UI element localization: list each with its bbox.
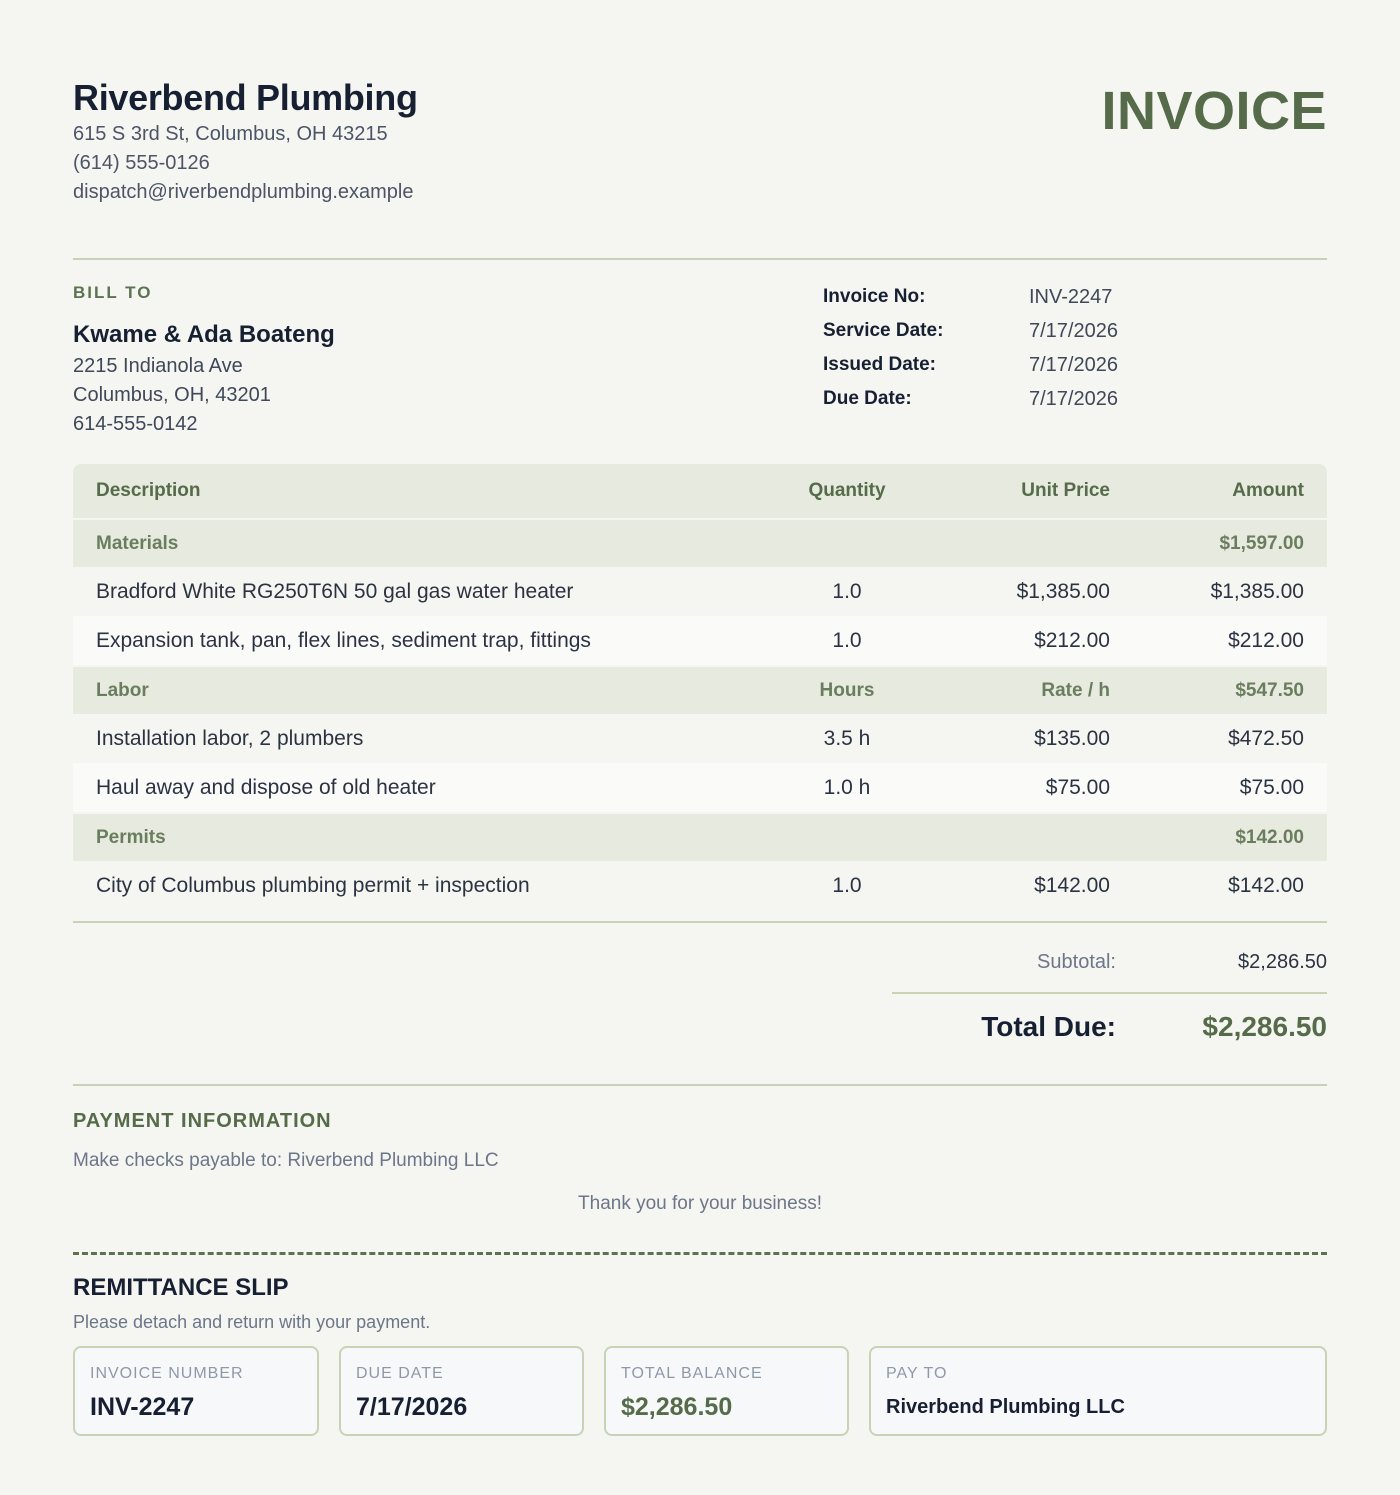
thank-you-note: Thank you for your business! [578, 1193, 822, 1214]
remittance-slip [73, 1272, 430, 1334]
meta-row-issued-date [823, 348, 1118, 382]
subtotal-row [892, 945, 1327, 979]
item-amount: $212.00 [1228, 628, 1304, 652]
subtotal-value: $2,286.50 [1238, 950, 1327, 973]
item-description: Bradford White RG250T6N 50 gal gas water heater [96, 579, 574, 603]
header-amount: Amount [1232, 480, 1304, 501]
company-address: 615 S 3rd St, Columbus, OH 43215 [73, 123, 388, 145]
remit-box-pay-to [869, 1346, 1327, 1436]
remittance-title: REMITTANCE SLIP [73, 1274, 289, 1301]
box-value: 7/17/2026 [356, 1393, 468, 1421]
client-phone: 614-555-0142 [73, 413, 198, 435]
item-description: Installation labor, 2 plumbers [96, 726, 364, 750]
table-header [73, 464, 1327, 518]
meta-label: Service Date: [823, 320, 944, 341]
remittance-boxes [73, 1346, 1327, 1436]
remittance-subtitle: Please detach and return with your payment. [73, 1312, 431, 1332]
company-info [73, 76, 418, 207]
remit-box-invoice-number [73, 1346, 319, 1436]
group-row-materials [73, 520, 1327, 567]
remit-box-due-date [339, 1346, 584, 1436]
item-quantity: 1.0 [832, 628, 862, 652]
table-row [73, 714, 1327, 763]
invoice-meta [823, 280, 1118, 416]
header-unit-price: Unit Price [1021, 480, 1110, 501]
header-quantity: Quantity [808, 480, 886, 501]
bill-to-label: BILL TO [73, 283, 153, 302]
group-subtotal: $142.00 [1235, 826, 1304, 848]
header-description: Description [96, 480, 201, 501]
item-quantity: 3.5 h [823, 726, 871, 750]
company-name: Riverbend Plumbing [73, 77, 418, 118]
group-unit-header: Rate / h [1041, 679, 1110, 701]
meta-row-due-date [823, 382, 1118, 416]
box-value: $2,286.50 [621, 1393, 733, 1421]
box-value: INV-2247 [90, 1393, 195, 1421]
total-due-label: Total Due: [981, 1011, 1116, 1042]
meta-label: Due Date: [823, 388, 912, 409]
header-divider [73, 258, 1327, 260]
item-unit-price: $1,385.00 [1016, 579, 1110, 603]
item-description: Expansion tank, pan, flex lines, sediment trap, fittings [96, 628, 591, 652]
group-qty-header: Hours [819, 679, 875, 701]
item-quantity: 1.0 [832, 873, 862, 897]
client-street: 2215 Indianola Ave [73, 355, 243, 377]
meta-value: INV-2247 [1029, 285, 1113, 308]
meta-value: 7/17/2026 [1029, 387, 1118, 410]
item-unit-price: $142.00 [1034, 873, 1110, 897]
bill-to-section [73, 282, 335, 439]
item-amount: $1,385.00 [1210, 579, 1304, 603]
tear-line [73, 1252, 1327, 1255]
table-bottom-divider [73, 921, 1327, 923]
item-quantity: 1.0 h [823, 775, 871, 799]
line-items-table [73, 464, 1327, 910]
meta-label: Invoice No: [823, 286, 926, 307]
item-amount: $142.00 [1228, 873, 1304, 897]
group-label: Materials [96, 532, 179, 554]
group-row-permits [73, 814, 1327, 861]
company-email: dispatch@riverbendplumbing.example [73, 181, 414, 203]
group-row-labor [73, 667, 1327, 714]
group-label: Labor [96, 679, 149, 701]
box-label: INVOICE NUMBER [90, 1365, 244, 1382]
payment-heading: PAYMENT INFORMATION [73, 1110, 332, 1132]
item-description: City of Columbus plumbing permit + inspection [96, 873, 530, 897]
box-value: Riverbend Plumbing LLC [886, 1396, 1125, 1418]
client-name: Kwame & Ada Boateng [73, 321, 335, 348]
meta-row-invoice-no [823, 280, 1118, 314]
table-row [73, 616, 1327, 665]
remit-box-total-balance [604, 1346, 849, 1436]
meta-label: Issued Date: [823, 354, 936, 375]
box-label: DUE DATE [356, 1365, 444, 1382]
invoice-title: INVOICE [1101, 81, 1327, 141]
item-description: Haul away and dispose of old heater [96, 775, 436, 799]
item-amount: $75.00 [1239, 775, 1304, 799]
payment-section [73, 1108, 499, 1174]
meta-value: 7/17/2026 [1029, 353, 1118, 376]
group-subtotal: $1,597.00 [1219, 532, 1304, 554]
company-phone: (614) 555-0126 [73, 152, 210, 174]
client-city: Columbus, OH, 43201 [73, 384, 271, 406]
meta-row-service-date [823, 314, 1118, 348]
total-due-value: $2,286.50 [1202, 1011, 1327, 1042]
payment-divider [73, 1084, 1327, 1086]
box-label: PAY TO [886, 1365, 948, 1382]
table-row [73, 567, 1327, 616]
item-unit-price: $135.00 [1034, 726, 1110, 750]
item-unit-price: $212.00 [1034, 628, 1110, 652]
total-due-row [892, 994, 1327, 1060]
box-label: TOTAL BALANCE [621, 1365, 763, 1382]
group-subtotal: $547.50 [1235, 679, 1304, 701]
subtotal-label: Subtotal: [1037, 950, 1116, 973]
meta-value: 7/17/2026 [1029, 319, 1118, 342]
item-quantity: 1.0 [832, 579, 862, 603]
table-row [73, 763, 1327, 812]
table-row [73, 861, 1327, 910]
group-label: Permits [96, 826, 166, 848]
item-unit-price: $75.00 [1045, 775, 1110, 799]
totals-section [892, 945, 1327, 1060]
item-amount: $472.50 [1228, 726, 1304, 750]
payment-instructions: Make checks payable to: Riverbend Plumbing LLC [73, 1150, 499, 1171]
